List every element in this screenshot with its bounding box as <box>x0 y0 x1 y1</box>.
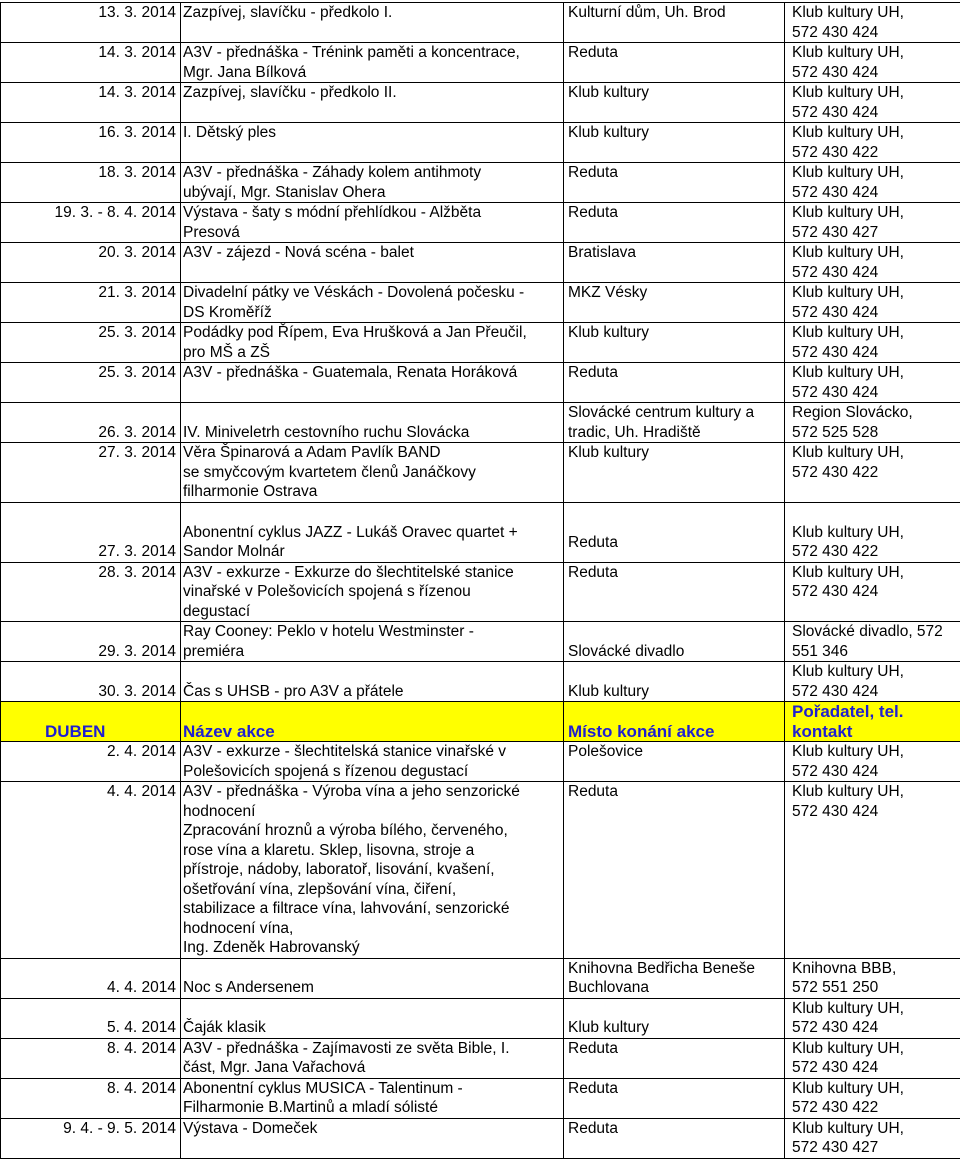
event-place-cell: Klub kultury <box>564 123 785 163</box>
event-name-cell: Výstava - šaty s módní přehlídkou - Alžběta Presová <box>181 203 564 243</box>
event-place-cell: Klub kultury <box>564 323 785 363</box>
event-row <box>1 958 960 998</box>
event-date-cell: 5. 4. 2014 <box>1 998 181 1038</box>
event-organizer-cell: Klub kultury UH, 572 430 424 <box>785 163 960 203</box>
event-organizer-cell: Klub kultury UH, 572 430 422 <box>785 502 960 562</box>
event-organizer-cell: Klub kultury UH, 572 430 424 <box>785 662 960 702</box>
event-organizer-cell: Klub kultury UH, 572 430 424 <box>785 363 960 403</box>
event-name-cell: A3V - přednáška - Guatemala, Renata Horáková <box>181 363 564 403</box>
event-name-cell: A3V - exkurze - Exkurze do šlechtitelské stanice vinařské v Polešovicích spojená s řízenou degustací <box>181 562 564 622</box>
event-organizer-cell: Klub kultury UH, 572 430 424 <box>785 3 960 43</box>
event-place-cell: Klub kultury <box>564 662 785 702</box>
header-place-cell: Místo konání akce <box>564 702 785 742</box>
event-date-cell: 21. 3. 2014 <box>1 283 181 323</box>
event-name-cell: A3V - zájezd - Nová scéna - balet <box>181 243 564 283</box>
event-place-cell: Polešovice <box>564 742 785 782</box>
event-row <box>1 782 960 959</box>
event-row <box>1 243 960 283</box>
event-row <box>1 1078 960 1118</box>
event-place-cell: Reduta <box>564 163 785 203</box>
event-organizer-cell: Klub kultury UH, 572 430 424 <box>785 323 960 363</box>
event-organizer-cell: Klub kultury UH, 572 430 424 <box>785 998 960 1038</box>
event-organizer-cell: Klub kultury UH, 572 430 424 <box>785 283 960 323</box>
event-name-cell: A3V - přednáška - Výroba vína a jeho senzorické hodnocení Zpracování hroznů a výroba bílého, červeného, rose vína a klaretu. Sklep, lisovna, stroje a přístroje, nádoby, laboratoř, lisování, kvašení, ošetřování vína, zlepšování vína, čiření, stabilizace a filtrace vína, lahvování, senzorické hodnocení vína, Ing. Zdeněk Habrovanský <box>181 782 564 959</box>
event-name-cell: IV. Miniveletrh cestovního ruchu Slovácka <box>181 403 564 443</box>
event-organizer-cell: Klub kultury UH, 572 430 424 <box>785 83 960 123</box>
event-organizer-cell: Klub kultury UH, 572 430 424 <box>785 562 960 622</box>
event-date-cell: 20. 3. 2014 <box>1 243 181 283</box>
event-date-cell: 8. 4. 2014 <box>1 1078 181 1118</box>
event-place-cell: MKZ Vésky <box>564 283 785 323</box>
event-row <box>1 1038 960 1078</box>
event-organizer-cell: Klub kultury UH, 572 430 424 <box>785 782 960 959</box>
event-date-cell: 28. 3. 2014 <box>1 562 181 622</box>
event-row <box>1 662 960 702</box>
event-place-cell: Klub kultury <box>564 443 785 503</box>
event-name-cell: Zazpívej, slavíčku - předkolo I. <box>181 3 564 43</box>
event-name-cell: Výstava - Domeček <box>181 1118 564 1158</box>
event-place-cell: Slovácké divadlo <box>564 622 785 662</box>
event-date-cell: 25. 3. 2014 <box>1 323 181 363</box>
event-row <box>1 83 960 123</box>
event-name-cell: Zazpívej, slavíčku - předkolo II. <box>181 83 564 123</box>
event-row <box>1 203 960 243</box>
event-name-cell: I. Dětský ples <box>181 123 564 163</box>
event-organizer-cell: Klub kultury UH, 572 430 424 <box>785 43 960 83</box>
event-row <box>1 1118 960 1158</box>
event-place-cell: Klub kultury <box>564 83 785 123</box>
event-row <box>1 43 960 83</box>
event-date-cell: 9. 4. - 9. 5. 2014 <box>1 1118 181 1158</box>
event-name-cell: Divadelní pátky ve Véskách - Dovolená počesku - DS Kroměříž <box>181 283 564 323</box>
event-organizer-cell: Klub kultury UH, 572 430 422 <box>785 123 960 163</box>
event-date-cell: 8. 4. 2014 <box>1 1038 181 1078</box>
event-date-cell: 27. 3. 2014 <box>1 502 181 562</box>
event-date-cell: 26. 3. 2014 <box>1 403 181 443</box>
event-row <box>1 502 960 562</box>
event-place-cell: Reduta <box>564 43 785 83</box>
month-header-row <box>1 702 960 742</box>
event-row <box>1 283 960 323</box>
events-table-body <box>1 3 960 1159</box>
event-organizer-cell: Klub kultury UH, 572 430 427 <box>785 1118 960 1158</box>
event-date-cell: 25. 3. 2014 <box>1 363 181 403</box>
event-organizer-cell: Knihovna BBB, 572 551 250 <box>785 958 960 998</box>
event-name-cell: Noc s Andersenem <box>181 958 564 998</box>
event-name-cell: Abonentní cyklus MUSICA - Talentinum - Filharmonie B.Martinů a mladí sólisté <box>181 1078 564 1118</box>
event-place-cell: Reduta <box>564 782 785 959</box>
event-place-cell: Reduta <box>564 363 785 403</box>
event-organizer-cell: Klub kultury UH, 572 430 422 <box>785 1078 960 1118</box>
event-row <box>1 998 960 1038</box>
events-table <box>0 2 960 1159</box>
event-name-cell: A3V - přednáška - Záhady kolem antihmoty ubývají, Mgr. Stanislav Ohera <box>181 163 564 203</box>
event-name-cell: Ray Cooney: Peklo v hotelu Westminster - premiéra <box>181 622 564 662</box>
event-date-cell: 14. 3. 2014 <box>1 43 181 83</box>
event-row <box>1 323 960 363</box>
event-organizer-cell: Klub kultury UH, 572 430 422 <box>785 443 960 503</box>
event-organizer-cell: Klub kultury UH, 572 430 424 <box>785 243 960 283</box>
event-place-cell: Slovácké centrum kultury a tradic, Uh. Hradiště <box>564 403 785 443</box>
event-date-cell: 19. 3. - 8. 4. 2014 <box>1 203 181 243</box>
event-place-cell: Reduta <box>564 203 785 243</box>
event-place-cell: Knihovna Bedřicha Beneše Buchlovana <box>564 958 785 998</box>
event-place-cell: Kulturní dům, Uh. Brod <box>564 3 785 43</box>
event-row <box>1 123 960 163</box>
header-name-cell: Název akce <box>181 702 564 742</box>
event-place-cell: Bratislava <box>564 243 785 283</box>
event-place-cell: Reduta <box>564 1118 785 1158</box>
event-date-cell: 29. 3. 2014 <box>1 622 181 662</box>
event-name-cell: Abonentní cyklus JAZZ - Lukáš Oravec quartet + Sandor Molnár <box>181 502 564 562</box>
event-name-cell: A3V - exkurze - šlechtitelská stanice vinařské v Polešovicích spojená s řízenou degustací <box>181 742 564 782</box>
event-date-cell: 14. 3. 2014 <box>1 83 181 123</box>
event-organizer-cell: Klub kultury UH, 572 430 424 <box>785 1038 960 1078</box>
event-place-cell: Reduta <box>564 562 785 622</box>
event-date-cell: 4. 4. 2014 <box>1 782 181 959</box>
event-row <box>1 363 960 403</box>
event-name-cell: A3V - přednáška - Trénink paměti a koncentrace, Mgr. Jana Bílková <box>181 43 564 83</box>
event-row <box>1 443 960 503</box>
event-organizer-cell: Slovácké divadlo, 572 551 346 <box>785 622 960 662</box>
event-date-cell: 16. 3. 2014 <box>1 123 181 163</box>
event-row <box>1 163 960 203</box>
event-place-cell: Reduta <box>564 502 785 562</box>
event-date-cell: 30. 3. 2014 <box>1 662 181 702</box>
event-row <box>1 742 960 782</box>
event-row <box>1 3 960 43</box>
event-row <box>1 622 960 662</box>
header-org-cell: Pořadatel, tel. kontakt <box>785 702 960 742</box>
event-date-cell: 18. 3. 2014 <box>1 163 181 203</box>
event-name-cell: Čaják klasik <box>181 998 564 1038</box>
event-name-cell: A3V - přednáška - Zajímavosti ze světa Bible, I. část, Mgr. Jana Vařachová <box>181 1038 564 1078</box>
event-place-cell: Reduta <box>564 1078 785 1118</box>
event-place-cell: Klub kultury <box>564 998 785 1038</box>
event-name-cell: Věra Špinarová a Adam Pavlík BAND se smyčcovým kvartetem členů Janáčkovy filharmonie Ostrava <box>181 443 564 503</box>
event-row <box>1 562 960 622</box>
event-date-cell: 13. 3. 2014 <box>1 3 181 43</box>
event-date-cell: 4. 4. 2014 <box>1 958 181 998</box>
header-date-cell: DUBEN <box>1 702 181 742</box>
event-name-cell: Čas s UHSB - pro A3V a přátele <box>181 662 564 702</box>
event-date-cell: 2. 4. 2014 <box>1 742 181 782</box>
event-organizer-cell: Region Slovácko, 572 525 528 <box>785 403 960 443</box>
event-organizer-cell: Klub kultury UH, 572 430 427 <box>785 203 960 243</box>
event-row <box>1 403 960 443</box>
event-name-cell: Podádky pod Řípem, Eva Hrušková a Jan Přeučil, pro MŠ a ZŠ <box>181 323 564 363</box>
event-date-cell: 27. 3. 2014 <box>1 443 181 503</box>
event-organizer-cell: Klub kultury UH, 572 430 424 <box>785 742 960 782</box>
event-place-cell: Reduta <box>564 1038 785 1078</box>
